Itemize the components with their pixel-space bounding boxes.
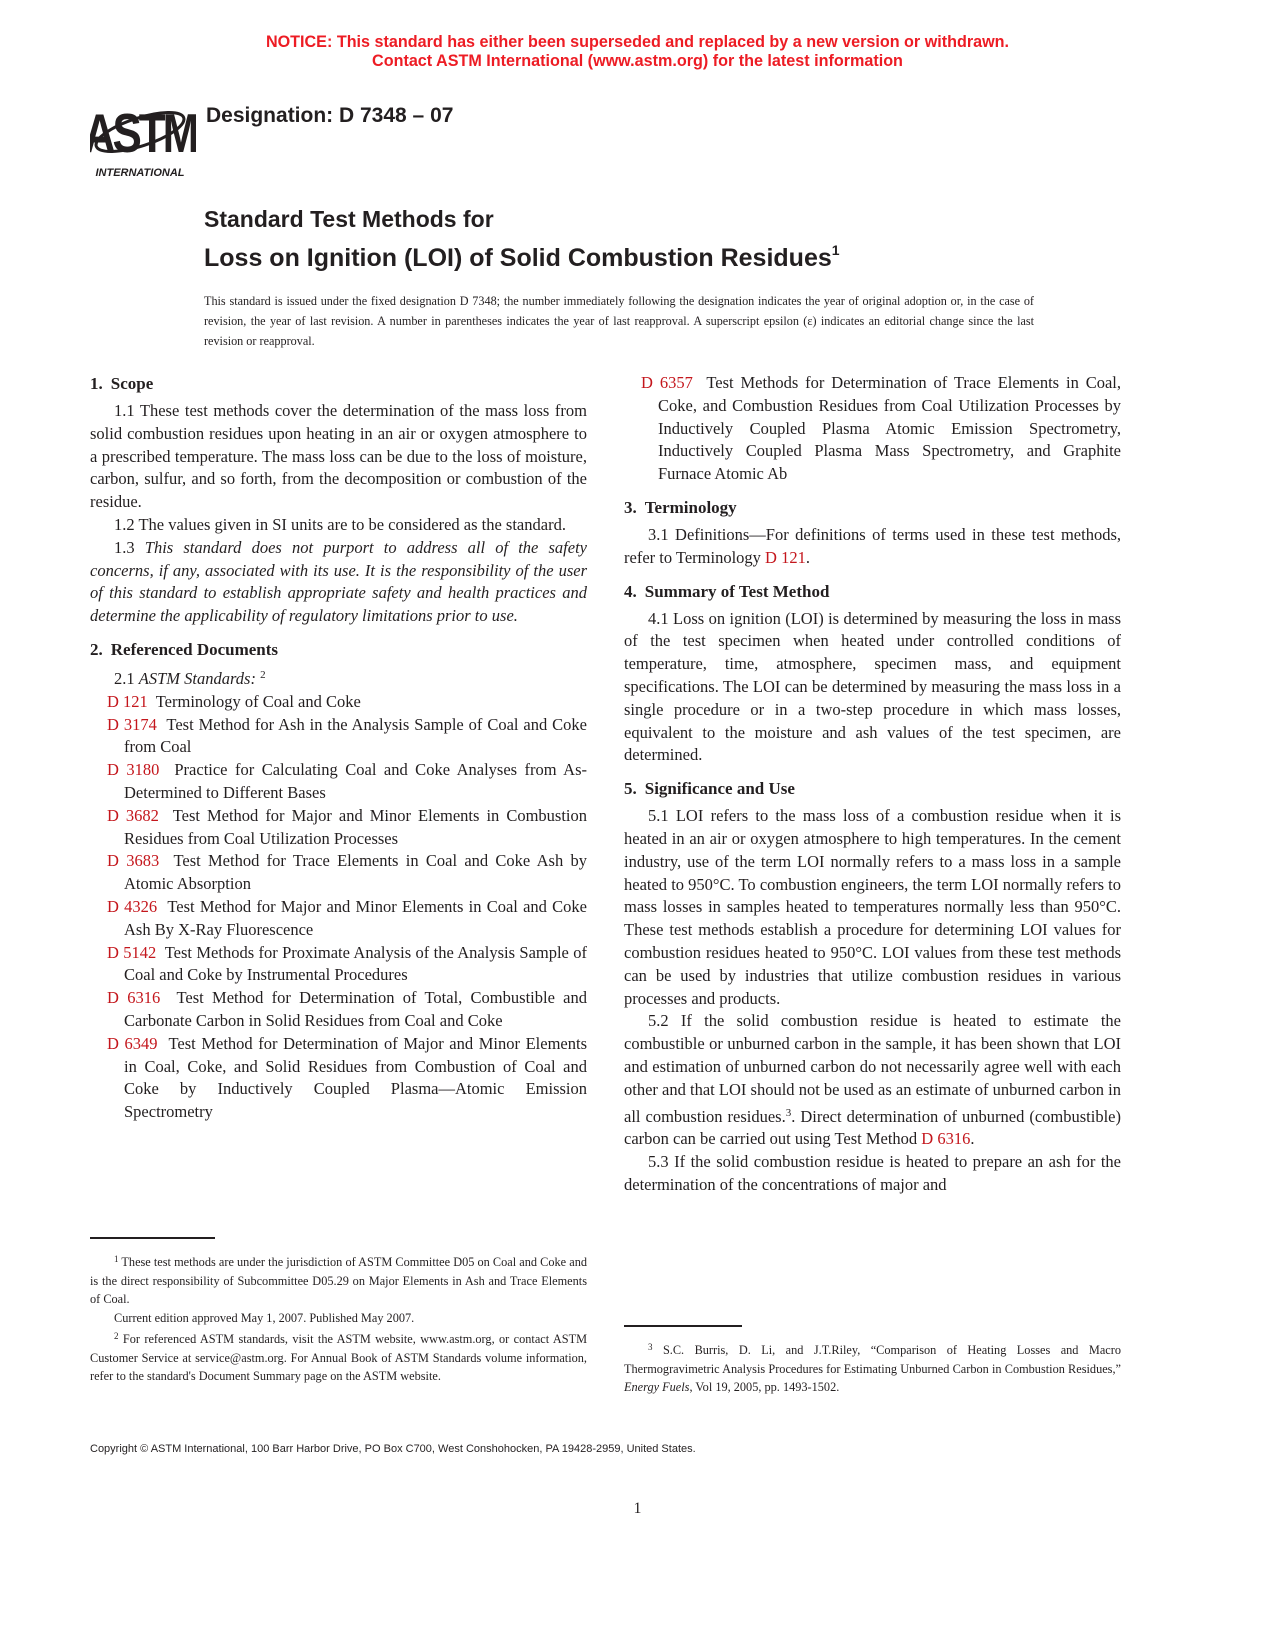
copyright-line: Copyright © ASTM International, 100 Barr Harbor Drive, PO Box C700, West Conshohocken, PA 19428-2959, United States. bbox=[90, 1443, 696, 1455]
paragraph-5-2: 5.2 If the solid combustion residue is heated to estimate the combustible or unburned carbon in the sample, it has been shown that LOI and estimation of unburned carbon do not necessarily agree well with each other and that LOI should not be used as an estimate of unburned carbon in all combustion residues.$^3$. Direct determination of unburned (combustible) carbon can be carried out using Test Method D 6316. bbox=[624, 1011, 1121, 1149]
footnote-divider-left bbox=[90, 1237, 215, 1239]
footnote-2: $^2$ For referenced ASTM standards, visit the ASTM website, www.astm.org, or contact ASTM Customer Service at service@astm.org. For Annual Book of ASTM Standards volume information, refer to the standard's Document Summary page on the ASTM website. bbox=[90, 1331, 588, 1383]
reference-item: D 6349 Test Method for Determination of Major and Minor Elements in Coal, Coke, and Solid Residues from Combustion of Coal and Coke by Inductively Coupled Plasma—Atomic Emission Spectrometry bbox=[107, 1033, 587, 1122]
paragraph-1-3: 1.3 This standard does not purport to address all of the safety concerns, if any, associated with its use. It is the responsibility of the user of this standard to establish appropriate safety and health practices and determine the applicability of regulatory limitations prior to use. bbox=[90, 537, 587, 626]
withdrawal-notice bbox=[0, 32, 1275, 70]
paragraph-1-2: 1.2 The values given in SI units are to be considered as the standard. bbox=[114, 514, 566, 534]
paragraph-1-1: 1.1 These test methods cover the determination of the mass loss from solid combustion residues upon heating in an air or oxygen atmosphere to a prescribed temperature. The mass loss can be due to the loss of moisture, carbon, sulfur, and so forth, from the decomposition or combustion of the residue. bbox=[90, 401, 587, 512]
astm-logo-icon bbox=[90, 92, 196, 180]
footnote-ref-2[interactable]: 2 bbox=[260, 668, 266, 681]
notice-line-1: NOTICE: This standard has either been superseded and replaced by a new version or withdrawn. bbox=[265, 32, 1010, 51]
preface-note: This standard is issued under the fixed designation D 7348; the number immediately following the designation indicates the year of original adoption or, in the case of revision, the year of last revision. A number in parentheses indicates the year of last reapproval. A superscript epsilon (ε) indicates an editorial change since the last revision or reapproval. bbox=[204, 294, 1034, 348]
reference-item: D 3180 Practice for Calculating Coal and Coke Analyses from As-Determined to Different Bases bbox=[107, 760, 588, 802]
footnotes-right bbox=[624, 1338, 1121, 1397]
reference-link-d3682[interactable]: D 3682 bbox=[107, 805, 159, 825]
paragraph-4-1: 4.1 Loss on ignition (LOI) is determined by measuring the loss in mass of the test specimen when heated under controlled conditions of temperature, time, atmosphere, specimen mass, and equipment specifications. The LOI can be determined by measuring the mass loss in a single procedure or in a two-step procedure in which mass losses, equivalent to the moisture and ash values of the test specimen, are determined. bbox=[624, 608, 1121, 765]
reference-item: D 3682 Test Method for Major and Minor Elements in Combustion Residues from Coal Utilization Processes bbox=[107, 805, 587, 848]
footnote-3: $^3$ S.C. Burris, D. Li, and J.T.Riley, “Comparison of Heating Losses and Macro Thermogravimetric Analysis Procedures for Estimating Unburned Carbon in Combustion Residues,” Energy Fuels, Vol 19, 2005, pp. 1493-1502. bbox=[624, 1342, 1121, 1394]
svg-text:ASTM: ASTM bbox=[90, 102, 196, 165]
astm-logo bbox=[90, 92, 196, 180]
footnotes-left bbox=[90, 1250, 587, 1386]
reference-item: D 5142 Test Methods for Proximate Analysis of the Analysis Sample of Coal and Coke by Instrumental Procedures bbox=[107, 942, 587, 985]
reference-item: D 4326 Test Method for Major and Minor Elements in Coal and Coke Ash By X-Ray Fluorescence bbox=[107, 896, 587, 939]
section-heading-scope: 1. Scope bbox=[90, 374, 154, 393]
left-column bbox=[90, 372, 587, 1124]
footnote-1: $^1$ These test methods are under the jurisdiction of ASTM Committee D05 on Coal and Coke and is the direct responsibility of Subcommittee D05.29 on Major Elements in Ash and Trace Elements of Coal. bbox=[90, 1254, 587, 1306]
reference-link-d5142[interactable]: D 5142 bbox=[107, 942, 157, 962]
section-heading-significance: 5. Significance and Use bbox=[624, 779, 795, 799]
page-number: 1 bbox=[633, 1500, 642, 1517]
right-column bbox=[624, 372, 1121, 1197]
reference-link-d6316[interactable]: D 6316 bbox=[107, 988, 161, 1008]
reference-link-d6349[interactable]: D 6349 bbox=[107, 1033, 158, 1053]
reference-item: D 6357 Test Methods for Determination of Trace Elements in Coal, Coke, and Combustion Residues from Coal Utilization Processes by Inductively Coupled Plasma Atomic Emission Spectrometry, Inductively Coupled Plasma Mass Spectrometry, and Graphite Furnace Atomic Ab bbox=[641, 373, 1122, 484]
section-heading-summary: 4. Summary of Test Method bbox=[624, 581, 830, 601]
reference-link-d4326[interactable]: D 4326 bbox=[107, 896, 158, 916]
paragraph-2-1: 2.1 ASTM Standards: $^2$ bbox=[114, 668, 266, 688]
title-line-2 bbox=[204, 233, 840, 275]
document-title bbox=[204, 205, 840, 275]
title-line-1: Standard Test Methods for bbox=[204, 206, 494, 232]
footnote-divider-right bbox=[624, 1325, 742, 1327]
section-heading-referenced-documents: 2. Referenced Documents bbox=[90, 639, 279, 659]
title-footnote-mark[interactable]: 1 bbox=[831, 242, 840, 258]
reference-item: D 3683 Test Method for Trace Elements in Coal and Coke Ash by Atomic Absorption bbox=[107, 851, 587, 894]
reference-link-d3683[interactable]: D 3683 bbox=[107, 851, 160, 871]
paragraph-3-1: 3.1 Definitions—For definitions of terms used in these test methods, refer to Terminology D 121. bbox=[624, 524, 1121, 567]
reference-item: D 6316 Test Method for Determination of Total, Combustible and Carbonate Carbon in Solid Residues from Coal and Coke bbox=[107, 988, 588, 1030]
svg-text:INTERNATIONAL: INTERNATIONAL bbox=[95, 167, 185, 179]
test-method-link-d6316[interactable]: D 6316 bbox=[921, 1129, 971, 1149]
reference-link-d3174[interactable]: D 3174 bbox=[107, 714, 157, 734]
terminology-link-d121[interactable]: D 121 bbox=[765, 547, 806, 567]
reference-link-d6357[interactable]: D 6357 bbox=[641, 373, 693, 392]
paragraph-5-3: 5.3 If the solid combustion residue is heated to prepare an ash for the determination of the concentrations of major and bbox=[624, 1152, 1121, 1194]
footnote-ref-3[interactable]: 3 bbox=[785, 1106, 792, 1119]
notice-line-2: Contact ASTM International (www.astm.org) for the latest information bbox=[372, 51, 903, 70]
reference-link-d3180[interactable]: D 3180 bbox=[107, 760, 160, 780]
designation: Designation: D 7348 – 07 bbox=[206, 104, 454, 127]
paragraph-5-1: 5.1 LOI refers to the mass loss of a combustion residue when it is heated in an air or oxygen atmosphere to high temperatures. In the cement industry, use of the term LOI normally refers to a mass loss in a sample heated to 950°C. To combustion engineers, the term LOI normally refers to mass losses in samples heated to temperatures normally less than 950°C. These test methods establish a procedure for determining LOI values for combustion residues heated to 950°C. LOI values from these test methods can be used by industries that utilize combustion residues in various processes and products. bbox=[624, 806, 1121, 1008]
section-heading-terminology: 3. Terminology bbox=[624, 497, 737, 517]
title-line-2-text: Loss on Ignition (LOI) of Solid Combustion Residues bbox=[204, 244, 832, 272]
footnote-1-edition: Current edition approved May 1, 2007. Published May 2007. bbox=[114, 1310, 415, 1325]
reference-item: D 3174 Test Method for Ash in the Analysis Sample of Coal and Coke from Coal bbox=[107, 714, 587, 757]
reference-link-d121[interactable]: D 121 bbox=[107, 691, 148, 711]
reference-item: D 121 Terminology of Coal and Coke bbox=[107, 691, 361, 711]
